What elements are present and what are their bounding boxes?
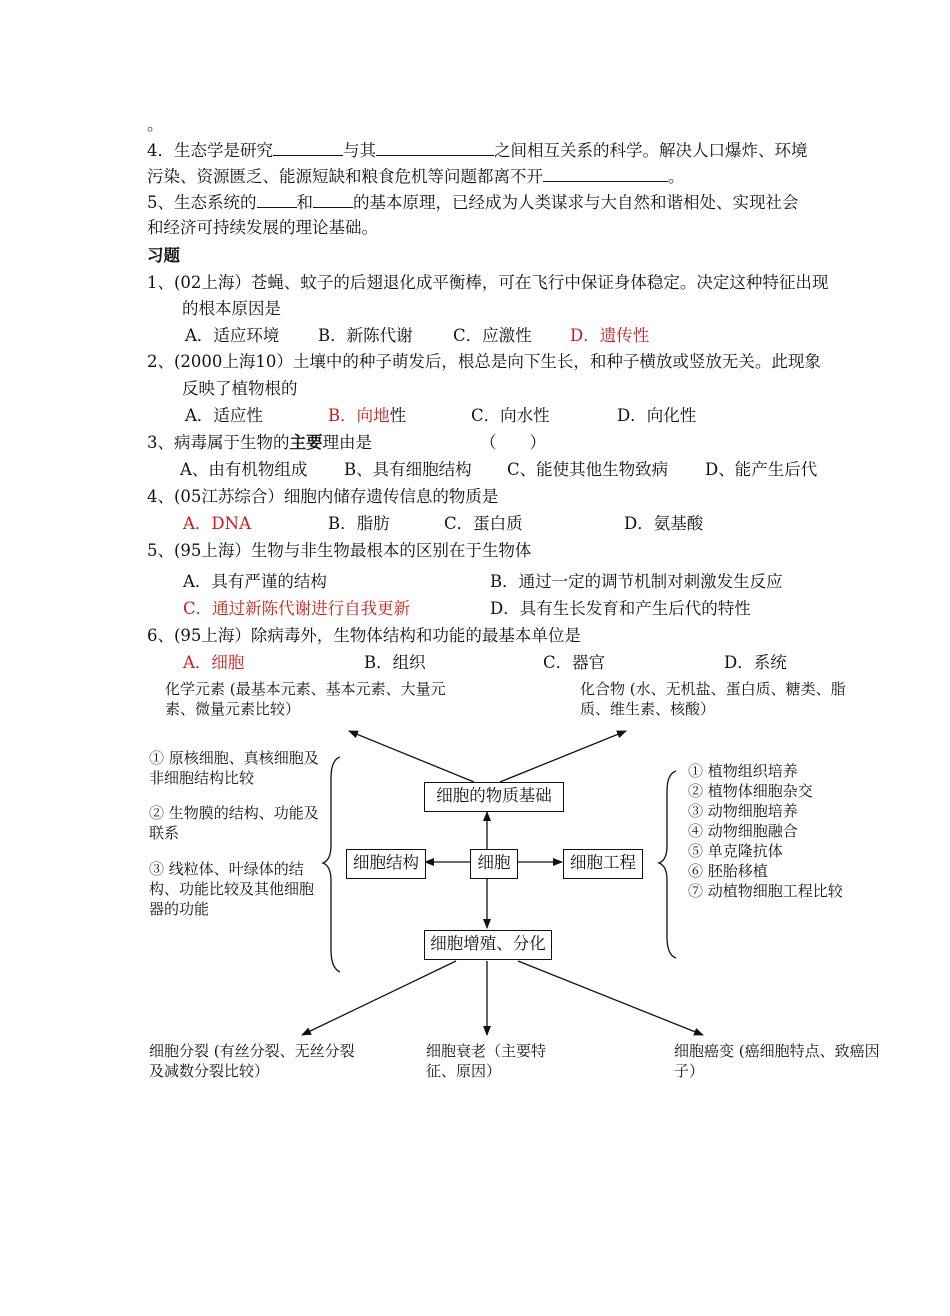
box-cell-structure: 细胞结构 (346, 849, 426, 879)
note-cell-types: ① 原核细胞、真核细胞及非细胞结构比较 (149, 749, 319, 787)
engineering-item-5: ⑤ 单克隆抗体 (688, 842, 783, 860)
exercise-1-option-a[interactable]: A．适应环境 (185, 326, 280, 345)
note-organelles: ③ 线粒体、叶绿体的结构、功能比较及其他细胞器的功能 (149, 860, 315, 918)
note-cell-aging: 细胞衰老（主要特征、原因） (426, 1042, 547, 1080)
engineering-item-2: ② 植物体细胞杂交 (688, 782, 813, 800)
exercise-1-option-d-answer[interactable]: D．遗传性 (570, 326, 650, 345)
exercise-5-option-c-answer[interactable]: C．通过新陈代谢进行自我更新 (183, 599, 411, 618)
engineering-item-3: ③ 动物细胞培养 (688, 802, 798, 820)
exercise-4-stem: 4、(05江苏综合）细胞内储存遗传信息的物质是 (147, 487, 499, 506)
box-cell-engineering: 细胞工程 (563, 849, 643, 879)
exercise-3-option-a[interactable]: A、由有机物组成 (180, 460, 308, 479)
right-brace (659, 771, 676, 958)
exercise-2-option-c[interactable]: C．向水性 (471, 406, 550, 425)
exercise-4-option-d[interactable]: D．氨基酸 (624, 514, 704, 533)
box-material-basis: 细胞的物质基础 (424, 782, 564, 812)
exercise-2-option-d[interactable]: D．向化性 (617, 406, 697, 425)
exercise-1-stem: 1、(02上海）苍蝇、蚊子的后翅退化成平衡棒，可在飞行中保证身体稳定。决定这种特征出现 (147, 273, 829, 292)
q5-text-1: 5、生态系统的 (147, 193, 257, 212)
arrow-to-division (302, 961, 456, 1035)
section-title: 习题 (147, 246, 180, 265)
q4-text-4: 污染、资源匮乏、能源短缺和粮食危机等问题都离不开 (147, 167, 543, 186)
q4-text-1: 4．生态学是研究 (147, 141, 273, 160)
exercise-2-option-a[interactable]: A．适应性 (185, 406, 263, 425)
exercise-1-option-c[interactable]: C．应激性 (453, 326, 532, 345)
note-chemical-elements: 化学元素 (最基本元素、基本元素、大量元素、微量元素比较） (165, 680, 446, 718)
exercise-6-option-a-answer[interactable]: A．细胞 (183, 653, 245, 672)
left-brace (323, 757, 340, 972)
note-cell-cancer: 细胞癌变 (癌细胞特点、致癌因子） (674, 1042, 880, 1080)
engineering-item-6: ⑥ 胚胎移植 (688, 862, 768, 880)
q4-end: 。 (668, 167, 685, 186)
exercise-5-stem: 5、(95上海）生物与非生物最根本的区别在于生物体 (147, 541, 532, 560)
question-5-line-2: 和经济可持续发展的理论基础。 (147, 218, 378, 237)
note-compounds: 化合物 (水、无机盐、蛋白质、糖类、脂质、维生素、核酸） (580, 680, 846, 718)
note-cell-division: 细胞分裂 (有丝分裂、无丝分裂及减数分裂比较） (149, 1042, 355, 1080)
exercise-2-stem-2: 反映了植物根的 (182, 379, 298, 398)
exercise-3-option-b[interactable]: B、具有细胞结构 (344, 460, 472, 479)
exercise-5-option-d[interactable]: D．具有生长发育和产生后代的特性 (490, 599, 751, 618)
exercise-3-answer-paren[interactable]: （ ） (480, 433, 546, 452)
exercise-6-option-b[interactable]: B．组织 (364, 653, 426, 672)
exercise-2-stem: 2、(2000上海10）土壤中的种子萌发后，根总是向下生长，和种子横放或竖放无关。此现象 (147, 352, 821, 371)
top-mark: 。 (147, 115, 164, 134)
arrow-to-cancer (518, 961, 703, 1035)
note-engineering-list (688, 761, 868, 901)
engineering-item-4: ④ 动物细胞融合 (688, 822, 798, 840)
exercise-3-option-d[interactable]: D、能产生后代 (705, 460, 818, 479)
exercise-3-stem-a: 3、病毒属于生物的 (147, 433, 290, 452)
exercise-3-stem-emphasis: 主要 (289, 433, 323, 452)
exercise-6-option-d[interactable]: D．系统 (724, 653, 787, 672)
q4-text-3: 之间相互关系的科学。解决人口爆炸、环境 (494, 141, 808, 160)
box-growth-differentiation: 细胞增殖、分化 (424, 930, 552, 960)
exercise-5-option-b[interactable]: B．通过一定的调节机制对刺激发生反应 (490, 572, 783, 591)
arrow-to-elements (349, 731, 474, 782)
exercise-4-option-b[interactable]: B．脂肪 (328, 514, 390, 533)
q5-text-3: 的基本原理，已经成为人类谋求与大自然和谐相处、实现社会 (353, 193, 799, 212)
exercise-6-option-c[interactable]: C．器官 (543, 653, 606, 672)
arrow-to-compounds (500, 731, 626, 782)
exercise-2-option-b-tail: 性 (389, 406, 407, 425)
box-cell: 细胞 (470, 849, 518, 879)
exercise-5-option-a[interactable]: A．具有严谨的结构 (183, 572, 327, 591)
engineering-item-7: ⑦ 动植物细胞工程比较 (688, 882, 843, 900)
exercise-2-option-b-answer: B．向地 (328, 406, 390, 425)
exercise-1-stem-2: 的根本原因是 (182, 299, 281, 318)
exercise-4-option-c[interactable]: C．蛋白质 (444, 514, 523, 533)
q4-text-2: 与其 (343, 141, 376, 160)
exercise-3-stem-c: 理由是 (322, 433, 372, 452)
exercise-1-option-b[interactable]: B．新陈代谢 (318, 326, 413, 345)
engineering-item-1: ① 植物组织培养 (688, 762, 798, 780)
exercise-4-option-a-answer[interactable]: A．DNA (183, 514, 251, 533)
exercise-3-option-c[interactable]: C、能使其他生物致病 (507, 460, 669, 479)
note-membrane: ② 生物膜的结构、功能及联系 (149, 804, 319, 842)
q5-text-2: 和 (296, 193, 313, 212)
exercise-6-stem: 6、(95上海）除病毒外，生物体结构和功能的最基本单位是 (147, 626, 581, 645)
